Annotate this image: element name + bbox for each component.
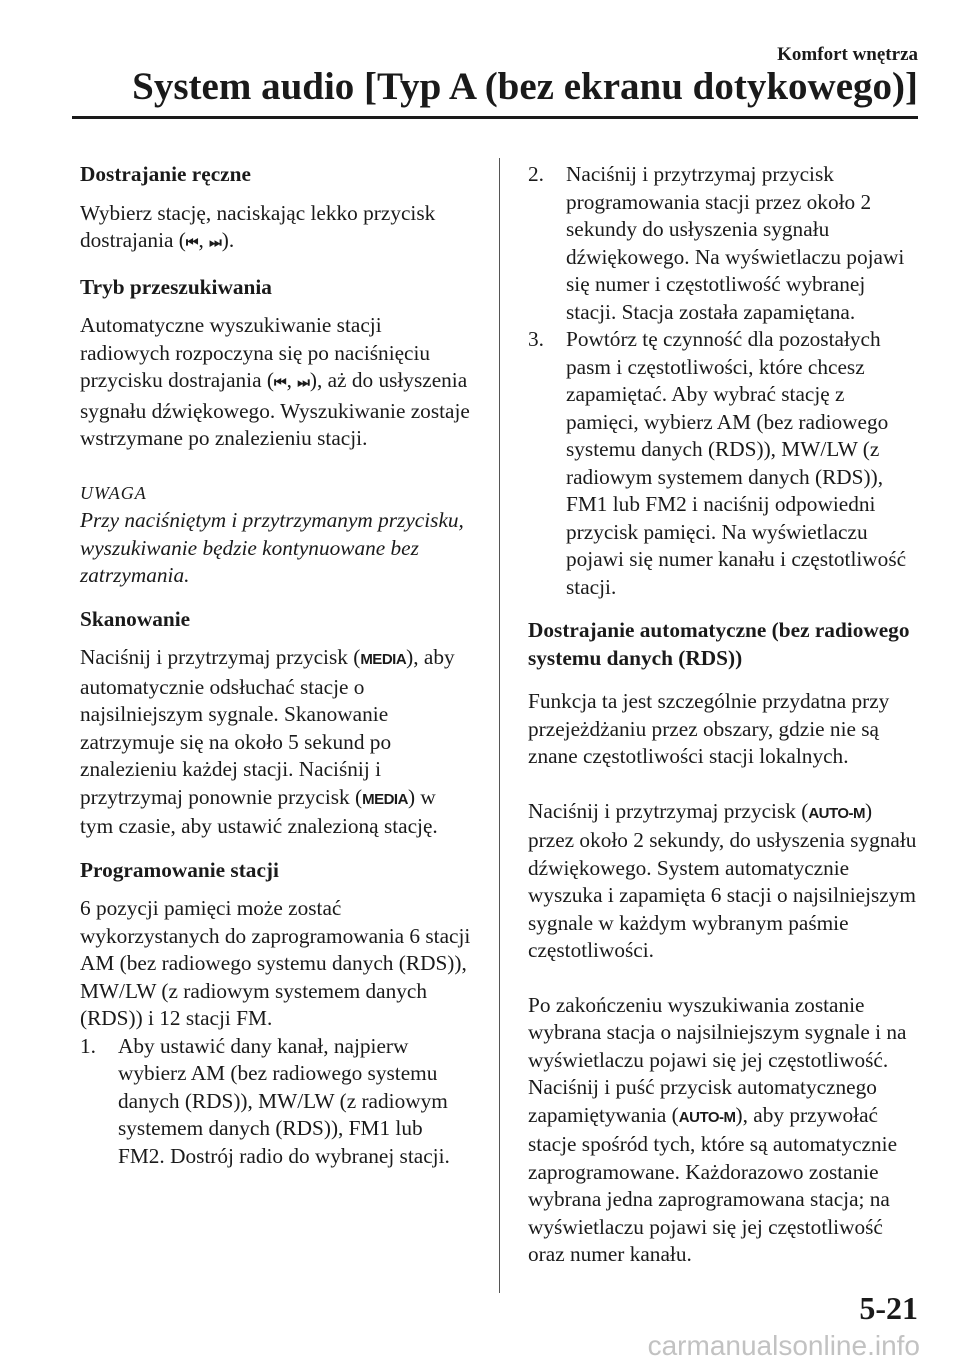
seek-up-icon: ⏭ — [209, 235, 219, 251]
step-text: Aby ustawić dany kanał, najpierw wybierz AM (bez radiowego systemu danych (RDS)), MW/LW (z radiowym systemem danych (RDS)), FM1 lub FM2. Dostrój radio do wybranej stacji. — [118, 1033, 450, 1168]
header-rule — [72, 116, 918, 119]
programming-text: 6 pozycji pamięci może zostać wykorzystanych do zaprogramowania 6 stacji AM (bez radiowego systemu danych (RDS)), MW/LW (z radiowym systemem danych (RDS)) i 12 stacji FM. — [80, 896, 471, 1030]
step-2 — [528, 161, 920, 326]
seek-up-icon: ⏭ — [297, 375, 307, 391]
section-label: Komfort wnętrza — [777, 44, 918, 65]
seek-tuning-heading: Tryb przeszukiwania — [80, 274, 272, 299]
left-column — [80, 161, 472, 1170]
scan-heading: Skanowanie — [80, 606, 191, 631]
watermark: carmanualsonline.info — [647, 1330, 920, 1361]
page-number: 5-21 — [859, 1290, 918, 1326]
page-title: System audio [Typ A (bez ekranu dotykowego)] — [132, 65, 918, 108]
auto-recall-text: Po zakończeniu wyszukiwania zostanie wybrana stacja o najsilniejszym sygnale i na wyświetlaczu pojawi się jej częstotliwość. Naciśnij i puść przycisk automatycznego zapamiętywania (AUTO-M), aby przywołać stacje spośród tych, które są automatycznie zaprogramowane. Każdorazowo zostanie wybrana jedna zaprogramowana stacja; na wyświetlaczu pojawi się jej częstotliwość oraz numer kanału. — [528, 992, 907, 1266]
seek-tuning-text: Automatyczne wyszukiwanie stacji radiowych rozpoczyna się po naciśnięciu przycisku dostrajania (⏮ , ⏭ ), aż do usłyszenia sygnału dźwiękowego. Wyszukiwanie zostaje wstrzymane po znalezieniu stacji. — [80, 313, 470, 450]
note-text: Przy naciśniętym i przytrzymanym przycisku, wyszukiwanie będzie kontynuowane bez zatrzymania. — [80, 508, 464, 587]
step-1 — [80, 1033, 472, 1171]
auto-tuning-heading: Dostrajanie automatyczne (bez radiowego systemu danych (RDS)) — [528, 618, 910, 670]
auto-m-button-label: AUTO-M — [678, 1108, 736, 1126]
media-button-label: MEDIA — [360, 651, 407, 668]
seek-down-icon: ⏮ — [185, 235, 196, 251]
note-title: UWAGA — [80, 482, 147, 503]
scan-text: Naciśnij i przytrzymaj przycisk (MEDIA), aby automatycznie odsłuchać stacje o najsilniejszym sygnale. Skanowanie zatrzymuje się na około 5 sekund po znalezieniu każdej stacji. Naciśnij i przytrzymaj ponownie przycisk (MEDIA) w tym czasie, aby ustawić znalezioną stację. — [80, 645, 455, 838]
step-number: 3. — [528, 327, 544, 351]
manual-tuning-heading: Dostrajanie ręczne — [80, 162, 251, 186]
auto-tuning-intro: Funkcja ta jest szczególnie przydatna przy przejeżdżaniu przez obszary, gdzie nie są znane częstotliwości stacji lokalnych. — [528, 689, 890, 768]
manual-tuning-text: Wybierz stację, naciskając lekko przycisk dostrajania (⏮ , ⏭ ). — [80, 200, 436, 252]
column-divider — [499, 158, 500, 1293]
step-text: Powtórz tę czynność dla pozostałych pasm i częstotliwości, które chcesz zapamiętać. Aby wybrać stację z pamięci, wybierz AM (bez radiowego systemu danych (RDS)), MW/LW (z radiowym systemem danych (RDS)), FM1 lub FM2 i naciśnij odpowiedni przycisk pamięci. Na wyświetlaczu pojawi się numer kanału i częstotliwość stacji. — [566, 327, 907, 599]
step-number: 1. — [80, 1033, 96, 1058]
auto-m-button-label: AUTO-M — [808, 804, 866, 822]
auto-tuning-text: Naciśnij i przytrzymaj przycisk (AUTO-M) przez około 2 sekundy, do usłyszenia sygnału dźwiękowego. System automatycznie wyszuka i zapamięta 6 stacji o najsilniejszym sygnale w każdym wybranym paśmie częstotliwości. — [528, 798, 917, 962]
step-3 — [528, 326, 920, 601]
seek-down-icon: ⏮ — [273, 375, 284, 391]
media-button-label: MEDIA — [362, 790, 408, 808]
programming-heading: Programowanie stacji — [80, 857, 279, 882]
step-text: Naciśnij i przytrzymaj przycisk programowania stacji przez około 2 sekundy do usłyszenia sygnału dźwiękowego. Na wyświetlaczu pojawi się numer i częstotliwość wybranej stacji. Stacja została zapamiętana. — [566, 162, 905, 324]
step-number: 2. — [528, 162, 544, 186]
right-column — [528, 161, 920, 1269]
